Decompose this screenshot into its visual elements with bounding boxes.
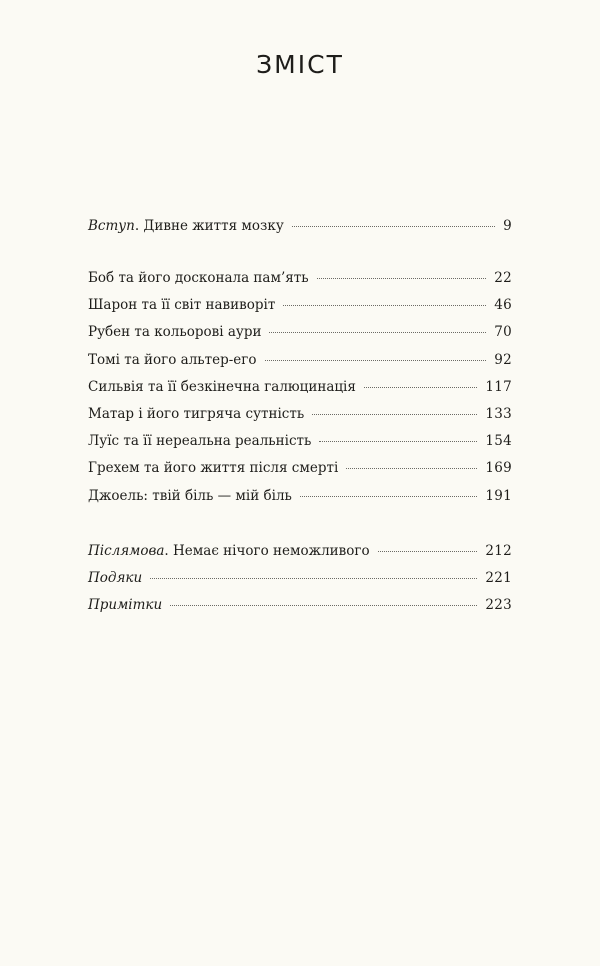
toc-entry-label-italic: Подяки: [88, 570, 143, 587]
toc-entry-chapter-6[interactable]: [88, 401, 512, 428]
dot-leader: [292, 226, 495, 227]
toc-entry-label-italic: Післямова: [88, 543, 165, 559]
dot-leader: [150, 578, 477, 579]
toc-entry-chapter-5[interactable]: [88, 374, 512, 401]
toc-entry-label-italic: Примітки: [88, 597, 163, 614]
dot-leader: [319, 441, 477, 442]
toc-entry-page-number: 117: [485, 378, 512, 395]
toc-entry-label: Джоель: твій біль — мій біль: [88, 487, 292, 504]
toc-entry-page-number: 22: [494, 270, 512, 286]
toc-entry-label: Луїс та її нереальна реальність: [88, 433, 312, 450]
dot-leader: [378, 551, 478, 552]
toc-entry-chapter-4[interactable]: [88, 347, 512, 374]
toc-entry-notes[interactable]: [88, 592, 512, 619]
toc-entry-label-rest: . Дивне життя мозку: [134, 218, 284, 234]
toc-chapters-group: [88, 265, 512, 510]
dot-leader: [312, 414, 477, 415]
toc-entry-label-rest: . Немає нічого неможливого: [164, 543, 370, 559]
toc-entry-label-italic: Вступ: [88, 218, 135, 234]
toc-intro-group: [88, 213, 512, 240]
toc-entry-page-number: 9: [503, 218, 512, 234]
toc-backmatter-group: [88, 538, 512, 620]
toc-entry-intro[interactable]: [88, 213, 512, 240]
toc-entry-chapter-8[interactable]: [88, 455, 512, 482]
toc-entry-label: Рубен та кольорові аури: [88, 324, 262, 341]
toc-entry-page-number: 133: [485, 405, 512, 422]
dot-leader: [283, 305, 486, 306]
toc-entry-chapter-3[interactable]: [88, 319, 512, 346]
toc-entry-label: Томі та його альтер-его: [88, 351, 257, 368]
toc-entry-label: Шарон та її світ навиворіт: [88, 297, 276, 314]
toc-entry-label: [88, 538, 370, 565]
toc-entry-page-number: 191: [485, 487, 512, 504]
toc-entry-label: Боб та його досконала пам’ять: [88, 270, 309, 286]
dot-leader: [269, 332, 486, 333]
toc-entry-label: [88, 213, 284, 240]
dot-leader: [346, 468, 477, 469]
toc-entry-chapter-9[interactable]: [88, 483, 512, 510]
toc-entry-label: Матар і його тигряча сутність: [88, 405, 305, 422]
dot-leader: [317, 278, 487, 279]
toc-entry-chapter-2[interactable]: [88, 292, 512, 319]
toc-entry-chapter-7[interactable]: [88, 428, 512, 455]
dot-leader: [265, 360, 487, 361]
toc-entry-label: Грехем та його життя після смерті: [88, 460, 339, 477]
toc-entry-chapter-1[interactable]: [88, 265, 512, 292]
dot-leader: [170, 605, 477, 606]
toc-entry-page-number: 46: [494, 297, 512, 314]
toc-entry-page-number: 92: [494, 351, 512, 368]
dot-leader: [300, 496, 477, 497]
toc-entry-afterword[interactable]: [88, 538, 512, 565]
dot-leader: [364, 387, 477, 388]
toc-entry-page-number: 154: [485, 433, 512, 450]
page-title: ЗМІСТ: [256, 50, 344, 79]
toc-entry-page-number: 70: [494, 324, 512, 341]
toc-entry-label: [88, 592, 162, 619]
toc-entry-page-number: 221: [485, 570, 512, 587]
toc-entry-label: Сильвія та її безкінечна галюцинація: [88, 378, 356, 395]
toc-entry-label: [88, 565, 142, 592]
toc-entry-page-number: 169: [485, 460, 512, 477]
toc-entry-page-number: 212: [485, 543, 512, 559]
toc-entry-thanks[interactable]: [88, 565, 512, 592]
toc-entry-page-number: 223: [485, 597, 512, 614]
